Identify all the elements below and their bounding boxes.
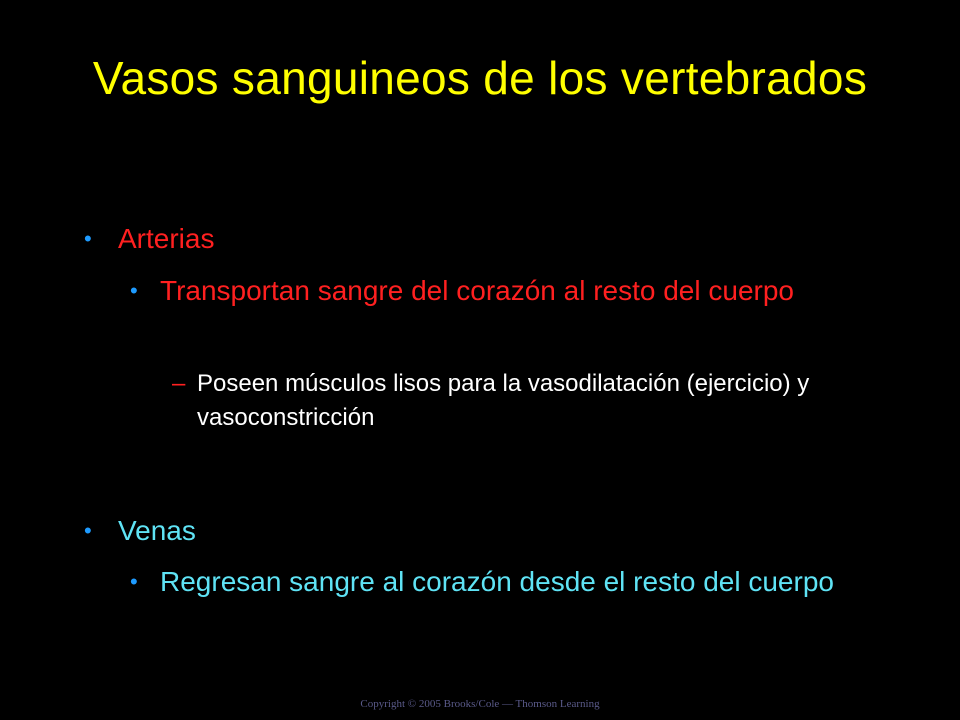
arterias-muscles-note: Poseen músculos lisos para la vasodilatación (ejercicio) y vasoconstricción xyxy=(197,370,810,431)
dash-arterias-muscles: – xyxy=(172,370,186,397)
heading-arterias: Arterias xyxy=(118,223,215,254)
slide-title: Vasos sanguineos de los vertebrados xyxy=(92,52,868,104)
bullet-arterias-detail: • xyxy=(130,278,138,303)
bullet-arterias: • xyxy=(84,226,92,251)
bullet-venas-detail: • xyxy=(130,569,138,594)
bullet-venas: • xyxy=(84,518,92,543)
venas-description: Regresan sangre al corazón desde el resto del cuerpo xyxy=(160,566,834,597)
copyright-notice: Copyright © 2005 Brooks/Cole — Thomson Learning xyxy=(360,698,600,710)
heading-venas: Venas xyxy=(118,515,196,546)
arterias-description: Transportan sangre del corazón al resto del cuerpo xyxy=(160,275,794,306)
